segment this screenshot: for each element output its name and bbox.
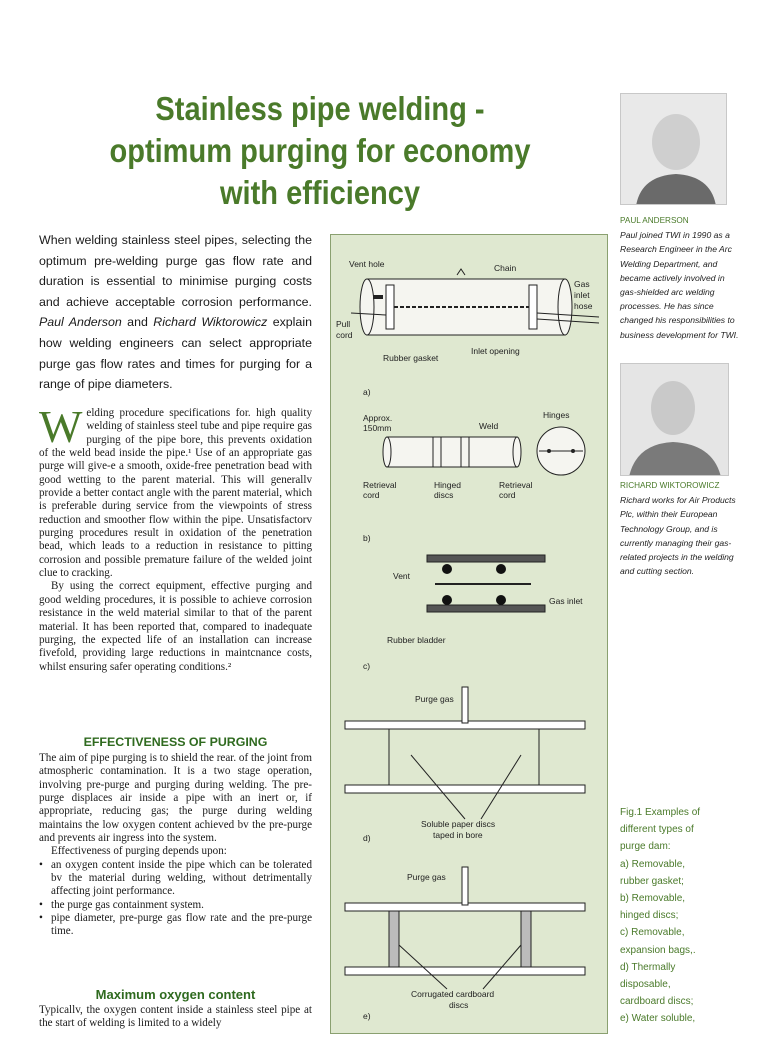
label-cord: cord	[336, 330, 353, 340]
diagram-d	[345, 687, 585, 843]
drop-cap: W	[39, 401, 83, 452]
diagram-a	[336, 259, 599, 397]
paragraph: Effectiveness of purging depends upon:	[51, 845, 227, 858]
purge-dam-diagram	[331, 235, 609, 1035]
label-vent: Vent	[393, 571, 411, 581]
body-text-middle	[39, 752, 312, 939]
diagram-b	[363, 410, 585, 543]
portrait-icon	[621, 364, 729, 476]
label-rubber-gasket: Rubber gasket	[383, 353, 439, 363]
label-pull: Pull	[336, 319, 351, 329]
label-hose: hose	[574, 301, 593, 311]
label-e: e)	[363, 1011, 371, 1021]
label-b: b)	[363, 533, 371, 543]
bio-text: Paul joined TWI in 1990 as a Research Engineer in the Arc Welding Department, and became actively involved in gas-shielded arc welding processes. He has since changed his responsibilities to business development for TWI.	[620, 230, 739, 340]
section-heading: EFFECTIVENESS OF PURGING	[83, 735, 268, 749]
body-text-bottom	[39, 1004, 312, 1031]
paragraph: elding procedure specifications for. high quality welding of stainless steel tube and pipe require gas purging of the pipe bore, this prevents oxidation of the weld bead inside the pipe.¹ Use of an appropriate gas purge will give-e a smooth, oxide-free penetration bead with good wetting to the parent material. This will generallv provide a better contact angle with the parent material, which is preferable during service from the viewpoints of stress reduction and smoother flow within the pipe. Unsatisfactorv purging procedures result in oxidation of the penetration bead, which leads to a reduction in resistance to pitting corrosion and possible premature failure of the welded joint clue to cracking.	[39, 407, 312, 580]
paragraph: The aim of pipe purging is to shield the rear. of the joint from atmospheric contamination. It is a two stage operation, involving pre-purge and purging during welding. The pre-purge displaces air inside a pipe with an inert or, if appropriate, reducing gas; the purge during welding maintains the low oxygen content achieved bv the pre-purge and prevents air ingress into the system.	[39, 752, 312, 845]
label-d: d)	[363, 833, 371, 843]
label-discs: discs	[434, 490, 454, 500]
label-soluble-discs: Soluble paper discs	[421, 819, 496, 829]
author-photo-anderson	[620, 93, 727, 205]
figure-caption: Fig.1 Examples of different types of purge dam: a) Removable, rubber gasket; b) Removable, hinged discs; c) Removable, expansion bags,. d) Thermally disposable, cardboard discs; e) Water soluble,	[620, 807, 701, 1025]
bio-text: Richard works for Air Products Plc, within their European Technology Group, and is currently managing their gas-related projects in the welding and cutting section.	[620, 495, 736, 577]
subsection-heading: Maximum oxygen content	[95, 987, 256, 1002]
label-a: a)	[363, 387, 371, 397]
list-item: • pipe diameter, pre-purge gas flow rate and the pre-purge time.	[39, 912, 312, 939]
label-cord: cord	[499, 490, 516, 500]
label-c: c)	[363, 661, 371, 671]
bio-name: RICHARD WIKTOROWICZ	[620, 481, 720, 490]
author-name: Richard Wiktorowicz	[153, 315, 268, 330]
label-vent-hole: Vent hole	[349, 259, 385, 269]
label-inlet: inlet	[574, 290, 590, 300]
label-150mm: 150mm	[363, 423, 392, 433]
label-inlet-opening: Inlet opening	[471, 346, 520, 356]
label-taped-in-bore: taped in bore	[433, 830, 483, 840]
label-purge-gas: Purge gas	[407, 872, 446, 882]
label-discs: discs	[449, 1000, 469, 1010]
body-text-top	[39, 401, 312, 674]
label-hinges: Hinges	[543, 410, 570, 420]
diagram-c	[363, 555, 583, 671]
article-title: Stainless pipe welding - optimum purging for economy with efficiency	[109, 90, 531, 211]
label-cord: cord	[363, 490, 380, 500]
label-corrugated: Corrugated cardboard	[411, 989, 495, 999]
figure-panel	[330, 234, 608, 1034]
bio-name: PAUL ANDERSON	[620, 216, 689, 225]
list-item: • an oxygen content inside the pipe which can be tolerated bv the material during welding, without detrimentally affecting joint performance.	[39, 859, 312, 899]
label-retrieval: Retrieval	[363, 480, 397, 490]
label-retrieval: Retrieval	[499, 480, 533, 490]
label-gas-inlet: Gas inlet	[549, 596, 583, 606]
author-name: Paul Anderson	[39, 315, 122, 330]
label-purge-gas: Purge gas	[415, 694, 454, 704]
list-item: • the purge gas containment system.	[39, 899, 312, 912]
label-rubber-bladder: Rubber bladder	[387, 635, 446, 645]
standfirst: When welding stainless steel pipes, selecting the optimum pre-welding purge gas flow rate and duration is essential to minimise purging costs and achieve acceptable corrosion performance. Paul Anderson and Richard Wiktorowicz explain how welding engineers can select appropriate purge gas flow rates and times for purging for a range of pipe diameters.	[39, 233, 312, 392]
label-hinged: Hinged	[434, 480, 461, 490]
diagram-e	[345, 867, 585, 1021]
bio-wiktorowicz	[620, 479, 740, 578]
bio-anderson	[620, 214, 740, 342]
label-chain: Chain	[494, 263, 517, 273]
author-photo-wiktorowicz	[620, 363, 729, 476]
label-weld: Weld	[479, 421, 499, 431]
paragraph: By using the correct equipment, effective purging and good welding procedures, it is possible to achieve corrosion resistance in the weld material similar to that of the parent material. It has been reported that, compared to inadequate purging, the expected life of an installation can increase fivefold, providing large reductions in maintcnance costs, whilst ensuring safer operating conditions.²	[39, 580, 312, 673]
paragraph: Typicallv, the oxygen content inside a stainless steel pipe at the start of welding is limited to a widely	[39, 1004, 312, 1030]
portrait-icon	[621, 94, 727, 205]
label-approx: Approx.	[363, 413, 393, 423]
label-gas: Gas	[574, 279, 590, 289]
bullet-list	[39, 859, 312, 939]
